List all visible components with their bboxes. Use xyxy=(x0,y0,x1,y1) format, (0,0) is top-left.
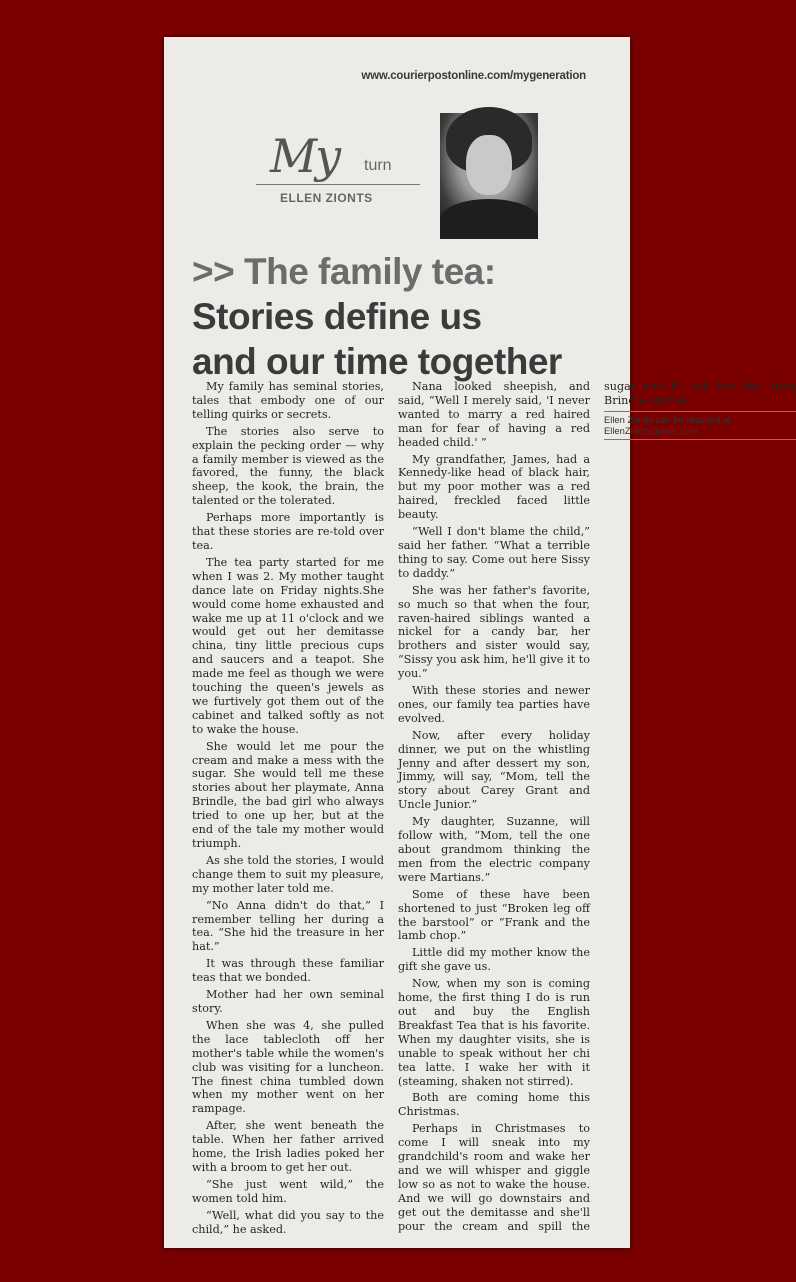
body-paragraph: Now, when my son is coming home, the first thing I do is run out and buy the English Breakfast Tea that is his favorite. When my daughter visits, she is unable to speak without her chi tea latte. I wake her with it (steaming, shaken not stirred). xyxy=(398,977,590,1088)
body-paragraph: Little did my mother know the gift she gave us. xyxy=(398,946,590,974)
body-paragraph: With these stories and newer ones, our family tea parties have evolved. xyxy=(398,684,590,725)
photo-shoulders xyxy=(440,199,538,239)
headline-line-1: >> The family tea: xyxy=(192,251,496,292)
body-paragraph: Some of these have been shortened to just “Broken leg off the barstool” or “Frank and the lamb chop.” xyxy=(398,887,590,943)
author-contact-note xyxy=(604,411,796,440)
body-paragraph: It was through these familiar teas that we bonded. xyxy=(192,957,384,985)
my-turn-column-logo xyxy=(250,129,420,217)
author-note-line-1: Ellen Zionts can be reached at xyxy=(604,413,731,425)
body-paragraph: “She just went wild,” the women told him. xyxy=(192,1177,384,1205)
body-paragraph: Both are coming home this Christmas. xyxy=(398,1091,590,1119)
body-paragraph: After, she went beneath the table. When her father arrived home, the Irish ladies poked her with a broom to get her out. xyxy=(192,1119,384,1174)
logo-divider xyxy=(256,184,420,185)
body-paragraph: My grandfather, James, had a Kennedy-like head of black hair, but my poor mother was a red haired, freckled faced little beauty. xyxy=(398,452,590,522)
body-paragraph: When she was 4, she pulled the lace tablecloth off her mother's table while the women's club was visiting for a luncheon. The finest china tumbled down when my mother went on her rampage. xyxy=(192,1018,384,1116)
body-paragraph: Now, after every holiday dinner, we put on the whistling Jenny and after dessert my son, Jimmy, will say, “Mom, tell the story about Carey Grant and Uncle Junior.” xyxy=(398,728,590,812)
body-paragraph: “Well, what did you say to the child,” he asked. xyxy=(192,1208,384,1236)
body-paragraph: Mother had her own seminal story. xyxy=(192,988,384,1015)
body-paragraph: Perhaps more importantly is that these stories are re-told over tea. xyxy=(192,511,384,552)
body-paragraph: The stories also serve to explain the pecking order — why a family member is viewed as the favored, the funny, the black sheep, the kook, the brain, the talented or the tolerated. xyxy=(192,424,384,508)
body-paragraph: “No Anna didn't do that,” I remember telling her during a tea. “She hid the treasure in her hat.” xyxy=(192,898,384,954)
site-url: www.courierpostonline.com/mygeneration xyxy=(361,70,586,82)
author-photo xyxy=(440,113,538,225)
body-paragraph: My daughter, Suzanne, will follow with, “Mom, tell the one about grandmom thinking the men from the electric company were Martians.” xyxy=(398,815,590,884)
logo-author-name: ELLEN ZIONTS xyxy=(280,191,373,205)
headline-line-3: and our time together xyxy=(192,341,562,382)
body-paragraph: She would let me pour the cream and make a mess with the sugar. She would tell me these stories about her playmate, Anna Brindle, the bad girl who always tried to one up her, but at the end of the tale my mother would triumph. xyxy=(192,739,384,850)
body-paragraph: The tea party started for me when I was 2. My mother taught dance late on Friday nights.She would come home exhausted and wake me up at 11 o'clock and we would get out her demitasse china, tiny little precious cups and saucers and a teapot. She made me feel as though we were touching the queen's jewels as we furtively got them out of the cabinet and talked softly as not to wake the house. xyxy=(192,555,384,736)
logo-my-text: My xyxy=(270,129,340,183)
headline-line-2: Stories define us xyxy=(192,296,482,337)
logo-turn-text: turn xyxy=(364,157,392,174)
body-paragraph: She was her father's favorite, so much so that when the four, raven-haired siblings wanted a nickel for a candy bar, her brothers and sister would say, “Sissy you ask him, he'll give it to you.” xyxy=(398,583,590,681)
article-headline xyxy=(192,249,612,384)
body-paragraph: “Well I don't blame the child,” said her father. “What a terrible thing to say. Come out here Sissy to daddy.” xyxy=(398,525,590,580)
photo-face xyxy=(466,135,512,195)
newspaper-clipping xyxy=(164,37,796,1248)
body-paragraph: As she told the stories, I would change them to suit my pleasure, my mother later told me. xyxy=(192,853,384,895)
article-body xyxy=(192,380,796,1246)
body-paragraph: My family has seminal stories, tales that embody one of our telling quirks or secrets. xyxy=(192,380,384,421)
author-email: EllenZionts@mac.com. xyxy=(604,424,701,436)
body-paragraph: Perhaps in Christmases to come I will sneak into my grandchild's room and wake her and we will whisper and giggle low so as not to wake the house. And we will go downstairs and get out the demitasse and she'll pour the cream and spill the sugar and I'll tell her the Anna Brindle stories. xyxy=(398,380,796,1233)
body-paragraph: Nana looked sheepish, and said, “Well I merely said, 'I never wanted to marry a red haired man for fear of having a red headed child.' ” xyxy=(398,380,590,449)
